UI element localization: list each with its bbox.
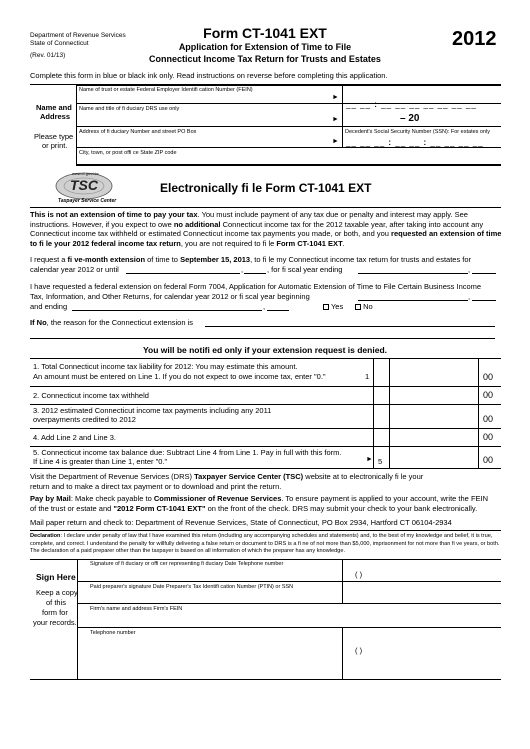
mail-address: Mail paper return and check to: Department of Revenue Services, State of Connecticut, PO Box 2934, Hartford CT 06104-2934: [30, 518, 452, 527]
preparer-phone-field[interactable]: ( ): [355, 646, 363, 655]
city-state-zip-field[interactable]: City, town, or post offi ce State ZIP code: [79, 150, 177, 156]
federal-comma-2: ,: [263, 302, 266, 311]
arrow-icon: ►: [366, 456, 373, 463]
notice-text-2: Connecticut income tax for the 2012 taxable year, after taking into account any Connecticut income tax withheld or estimated Connecticut income tax payments you made, or both, and you: [30, 219, 484, 238]
line-4-cents[interactable]: 00: [483, 432, 494, 442]
ssn-input[interactable]: __ __ __ : __ __ : __ __ __ __: [346, 138, 484, 147]
request-text-e: , to fi le my Connecticut income tax return for trusts and estates for: [250, 255, 472, 264]
pay-line-2: of the trust or estate and "2012 Form CT-1041 EXT" on the front of the check. DRS may submit your check to your bank electronically.: [30, 504, 478, 513]
fein-input[interactable]: __ __ : __ __ __ __ __ __ __: [346, 100, 477, 109]
firm-phone-field[interactable]: Telephone number: [90, 630, 136, 636]
visit-line-1: Visit the Department of Revenue Services (DRS) Taxpayer Service Center (TSC) website at to electronically fi le your: [30, 472, 424, 481]
reason-input[interactable]: [205, 326, 495, 327]
line-1-cents[interactable]: 00: [483, 372, 494, 382]
if-no-text: , the reason for the Connecticut extension is: [46, 318, 194, 327]
type-print-label: Please type: [34, 132, 74, 141]
request-comma: ,: [241, 265, 244, 274]
no-label: No: [363, 302, 373, 311]
request-line-1: [30, 255, 471, 264]
ink-instructions: Complete this form in blue or black ink only. Read instructions on reverse before completing this application.: [30, 71, 388, 80]
fiscal-end-input[interactable]: [72, 310, 262, 311]
keep-copy-3: form for: [42, 608, 68, 617]
fiduciary-signature-field[interactable]: Signature of fi duciary or offi cer representing fi duciary Date Telephone number: [90, 561, 284, 567]
declaration: Declaration: I declare under penalty of law that I have examined this return (including any accompanying schedules and statements) and, to the best of my knowledge and belief, it is true, complete, and correct. I understand the penalty for willfully delivering a false return or document to DRS is a fi ne of not more than $5,000, imprisonment for not more than fi ve years, or both. The declaration of a paid preparer other than the taxpayer is based on all information of which the preparer has any knowledge.: [30, 533, 500, 555]
form-title: Form CT-1041 EXT: [203, 25, 327, 41]
preparer-signature-field[interactable]: Paid preparer's signature Date Preparer's Tax Identifi cation Number (PTIN) or SSN: [90, 584, 294, 590]
line-1-text-2: An amount must be entered on Line 1. If you do not expect to owe income tax, enter "0.": [33, 372, 326, 381]
fiduciary-phone-field[interactable]: ( ): [355, 570, 363, 579]
notice-text-4: .: [342, 238, 345, 248]
request-comma-2: ,: [468, 265, 471, 274]
fiscal-begin-year-input[interactable]: [472, 300, 496, 301]
sign-here: Sign Here: [36, 572, 76, 582]
notice-bold-form: Form CT-1041 EXT: [276, 238, 343, 248]
notice-text-3: , you are not required to fi le: [180, 238, 277, 248]
fiscal-begin-input[interactable]: [358, 300, 468, 301]
arrow-icon: ►: [332, 116, 339, 123]
yes-checkbox[interactable]: [323, 302, 343, 311]
drs-use-only-value: – 20: [400, 113, 420, 124]
fiscal-year-input[interactable]: [472, 273, 496, 274]
fiscal-end-year-input[interactable]: [267, 310, 289, 311]
line-5-text-2: If Line 4 is greater than Line 1, enter "0.": [33, 457, 168, 466]
if-no-bold: If No: [30, 318, 47, 327]
keep-copy-2: of this: [46, 598, 67, 607]
request-text-2a: calendar year 2012 or until: [30, 265, 119, 274]
line-2-cents[interactable]: 00: [483, 390, 494, 400]
efile-title: Electronically fi le Form CT-1041 EXT: [160, 181, 372, 195]
logo-text: TSC: [70, 177, 98, 193]
fiduciary-name-field[interactable]: Name and title of fi duciary DRS use only: [79, 106, 180, 112]
request-text-c: of time to: [145, 255, 181, 264]
until-year-input[interactable]: [244, 273, 266, 274]
visit-line-2: return and to make a direct tax payment or to download and print the return.: [30, 482, 282, 491]
keep-copy-1: Keep a copy: [36, 588, 78, 597]
line-5-box: 5: [378, 457, 383, 466]
notice-text-1: . You must include payment of any tax due or penalty and interest may apply. See instructions. However, if you expect to owe: [30, 210, 468, 229]
line-3-text-2: overpayments credited to 2012: [33, 415, 136, 424]
line-3-cents[interactable]: 00: [483, 414, 494, 424]
name-address-label: Name and: [36, 103, 72, 112]
line-5-cents[interactable]: 00: [483, 455, 494, 465]
arrow-icon: ►: [332, 94, 339, 101]
type-print-label-2: or print.: [42, 141, 68, 150]
revision: (Rev. 01/13): [30, 52, 66, 59]
line-5-text: 5. Connecticut income tax balance due: Subtract Line 4 from Line 1. Pay in full with this form.: [33, 448, 342, 457]
notify-message: You will be notifi ed only if your extension request is denied.: [142, 345, 387, 355]
line-2-text: 2. Connecticut income tax withheld: [33, 391, 149, 400]
dept-name: Department of Revenue Services: [30, 32, 126, 39]
request-bold-b: fi ve-month extension: [67, 255, 146, 264]
federal-comma: ,: [468, 292, 471, 301]
form-subtitle-2: Connecticut Income Tax Return for Trusts and Estates: [149, 54, 381, 64]
pay-line-1: Pay by Mail: Make check payable to Commissioner of Revenue Services. To ensure payment is applied to your account, write the FEIN: [30, 494, 489, 503]
line-4-text: 4. Add Line 2 and Line 3.: [33, 433, 116, 442]
request-fiscal-text: , for fi scal year ending: [267, 265, 343, 274]
fiscal-year-end-input[interactable]: [358, 273, 468, 274]
line-1-box: 1: [365, 372, 370, 381]
tax-year: 2012: [452, 28, 497, 50]
name-address-label-2: Address: [40, 112, 71, 121]
fiduciary-address-field[interactable]: Address of fi duciary Number and street PO Box: [79, 129, 197, 135]
federal-line-1: I have requested a federal extension on federal Form 7004, Application for Automatic Extension of Time to File Certain Business Income: [30, 282, 482, 291]
line-3-text: 3. 2012 estimated Connecticut income tax payments including any 2011: [33, 406, 272, 415]
reason-input-2[interactable]: [30, 338, 495, 339]
federal-line-2: Tax, Information, and Other Returns, for calendar year 2012 or fi scal year beginning: [30, 292, 310, 301]
keep-copy-4: your records.: [33, 618, 77, 627]
line-1-text: 1. Total Connecticut income tax liability for 2012: You may estimate this amount.: [33, 362, 298, 371]
no-checkbox[interactable]: [355, 302, 373, 311]
trust-name-field[interactable]: Name of trust or estate Federal Employer Identifi cation Number (FEIN): [79, 87, 253, 93]
notice-bold-start: This is not an extension of time to pay your tax: [30, 210, 198, 219]
federal-and-ending: and ending: [30, 302, 68, 311]
if-no-reason: [30, 318, 193, 327]
logo-caption: Taxpayer Service Center: [58, 198, 117, 204]
state-name: State of Connecticut: [30, 40, 89, 47]
tsc-logo: [46, 170, 122, 206]
ssn-label: Decedent's Social Security Number (SSN): For estates only: [345, 129, 491, 135]
yes-label: Yes: [330, 302, 344, 311]
request-text-a: I request a: [30, 255, 68, 264]
firm-name-field[interactable]: Firm's name and address Firm's FEIN: [90, 606, 183, 612]
arrow-icon: ►: [332, 138, 339, 145]
notice-bold-no: no additional: [173, 219, 221, 229]
logo-url: www.ct.gov/drs: [72, 171, 99, 176]
notice-paragraph: [30, 210, 502, 248]
request-bold-d: September 15, 2013: [180, 255, 251, 264]
request-line-2: [30, 265, 119, 274]
until-date-input[interactable]: [126, 273, 240, 274]
notice-bold-request: requested an extension of time to fi le your 2012 federal income tax return: [30, 229, 502, 248]
form-subtitle-1: Application for Extension of Time to File: [178, 42, 352, 52]
